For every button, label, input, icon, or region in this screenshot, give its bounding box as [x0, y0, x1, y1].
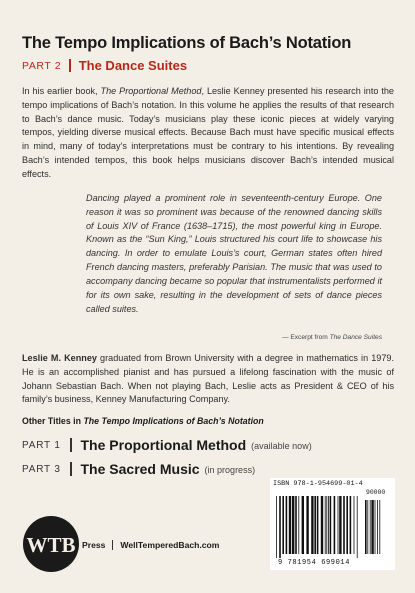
barcode-bar: [306, 496, 308, 554]
barcode-bar: [321, 496, 323, 554]
barcode-bar: [328, 496, 329, 554]
divider: [70, 462, 72, 476]
other-titles-heading: Other Titles in The Tempo Implications of Bach’s Notation: [22, 416, 264, 426]
excerpt-quote: Dancing played a prominent role in seventeenth-century Europe. One reason it was so prominent was because of the renowned dancing skills of Louis XIV of France (1638–1715), the most powerful king in Europe. Known as the “Sun King,” Louis structured his court life to showcase his dancing. In order to emulate Louis’s court, German states often hired French dancing masters, preferably Parisian. The music that was used to accompany dancing became so popular that instrumentalists performed it for its own sake, resulting in the development of sets of dance pieces called suites.: [86, 193, 382, 314]
barcode-bar: [338, 496, 339, 554]
barcode-bar: [357, 496, 358, 558]
isbn-number: ISBN 978-1-954699-01-4: [273, 480, 363, 488]
barcode-bar: [314, 496, 316, 554]
barcode-bar: [343, 496, 345, 554]
barcode-bar: [276, 496, 277, 558]
barcode-bar: [292, 496, 294, 554]
series-title: The Tempo Implications of Bach’s Notation: [22, 34, 352, 52]
other-title-part-1: [22, 437, 312, 453]
barcode-bar: [334, 496, 336, 554]
part-subtitle: [22, 58, 187, 73]
other-title-name: The Proportional Method: [80, 437, 247, 453]
price-code: 90000: [366, 489, 386, 496]
ean-number: 9 781954 699014: [278, 559, 351, 567]
barcode-addon-bar: [379, 500, 380, 554]
press-label: Press: [82, 540, 106, 550]
publisher-info: [82, 540, 219, 550]
barcode-addon-bar: [375, 500, 376, 554]
author-bio: Leslie M. Kenney graduated from Brown University with a degree in mathematics in 1979. He is an accomplished pianist and has pursued a lifelong fascination with the music of Johann Sebastian Bach. When not playing Bach, Leslie acts as President & CEO of his family’s business, Kenney Manufacturing Company.: [22, 353, 394, 405]
isbn-barcode: [270, 478, 395, 570]
divider: [69, 59, 71, 72]
barcode-addon-bar: [367, 500, 368, 554]
barcode-bar: [326, 496, 327, 554]
barcode-bars: [270, 496, 395, 558]
barcode-addon-bar: [370, 500, 371, 554]
barcode-addon-bar: [377, 500, 378, 554]
intro-paragraph: In his earlier book, The Proportional Method, Leslie Kenney presented his research into the tempo implications of Bach’s notation. In this volume he applies the results of that research to Bach’s dance music. Today’s musicians play these iconic pieces at widely varying tempos, yielding diverse musical effects. Because Bach must have specific musical effects in mind, many of today’s interpretations must be contrary to his intentions. By revealing Bach’s intended tempos, this book helps musicians discover Bach’s intended musical effects.: [22, 86, 394, 179]
author-name: Leslie M. Kenney: [22, 353, 97, 363]
barcode-addon-bar: [365, 500, 367, 554]
divider: [112, 540, 113, 550]
other-title-label: PART 3: [22, 463, 61, 475]
barcode-bar: [354, 496, 355, 554]
barcode-bar: [282, 496, 284, 554]
barcode-bar: [302, 496, 304, 554]
other-title-status: (available now): [251, 441, 312, 451]
barcode-bar: [325, 496, 326, 554]
barcode-bar: [350, 496, 352, 554]
publisher-website: WellTemperedBach.com: [120, 540, 220, 550]
other-title-name: The Sacred Music: [80, 461, 200, 477]
other-title-part-3: [22, 461, 255, 477]
part-label: PART 2: [22, 59, 62, 72]
barcode-bar: [330, 496, 332, 554]
other-title-status: (in progress): [204, 465, 256, 475]
publisher-logo-icon: [22, 515, 80, 573]
barcode-bar: [311, 496, 313, 554]
barcode-bar: [317, 496, 319, 554]
earlier-book-title: The Proportional Method: [100, 86, 202, 96]
barcode-bar: [289, 496, 291, 554]
barcode-bar: [279, 496, 281, 558]
svg-text:WTB: WTB: [26, 533, 76, 557]
barcode-addon-bar: [371, 500, 373, 554]
divider: [70, 438, 72, 452]
barcode-bar: [286, 496, 288, 554]
barcode-bar: [346, 496, 348, 554]
barcode-bar: [298, 496, 299, 554]
barcode-bar: [295, 496, 297, 554]
barcode-bar: [339, 496, 341, 554]
other-title-label: PART 1: [22, 439, 61, 451]
excerpt-source: — Excerpt from The Dance Suites: [281, 334, 382, 341]
part-name: The Dance Suites: [78, 58, 188, 73]
